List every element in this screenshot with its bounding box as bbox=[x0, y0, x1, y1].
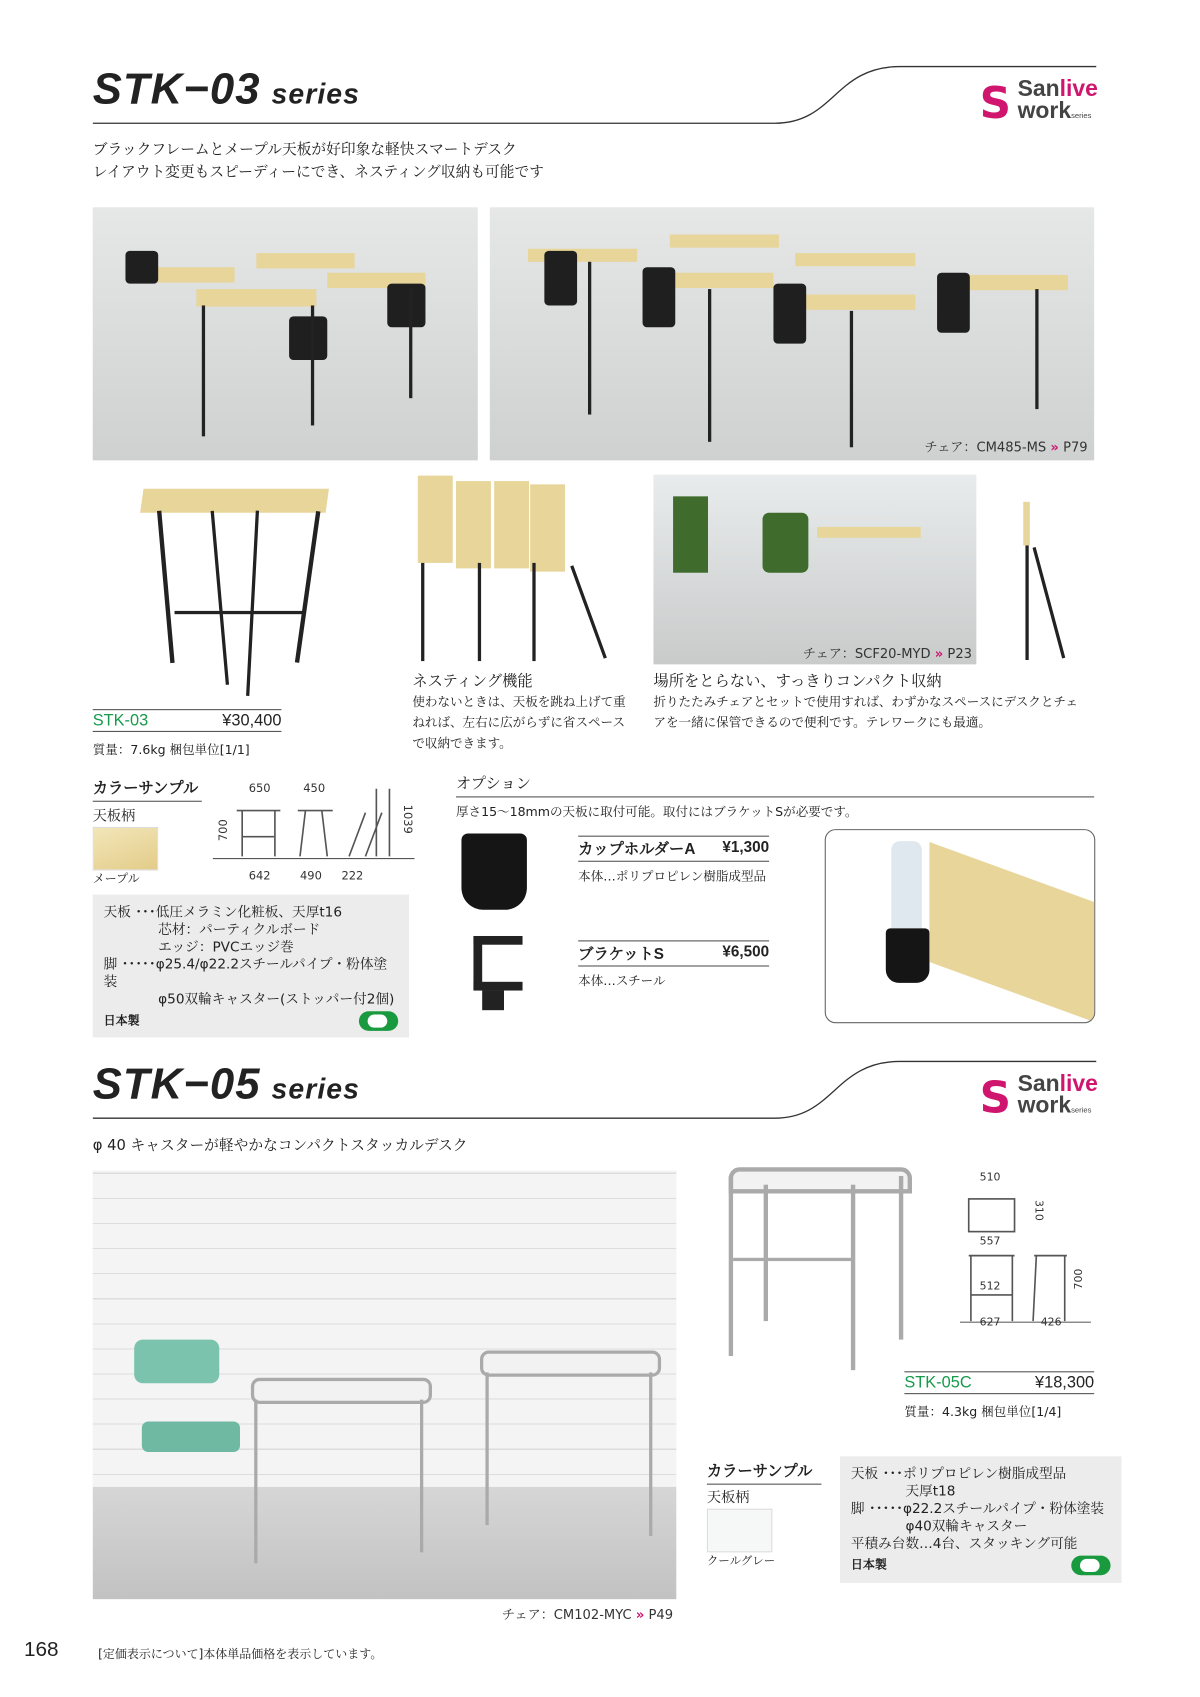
stk05-swatch[interactable] bbox=[707, 1509, 772, 1553]
stk05-title: STK−05 series bbox=[92, 1060, 361, 1109]
stk03-dimension-drawing: 650 450 700 1039 642 490 222 bbox=[217, 782, 414, 883]
option-bracket: ブラケットS ¥6,500 bbox=[578, 940, 769, 966]
cup-holder-image bbox=[461, 833, 526, 909]
green-mark-icon bbox=[359, 1011, 398, 1031]
compact-feature: 場所をとらない、すっきりコンパクト収納 折りたたみチェアとセットで使用すれば、わずかなスペースにデスクとチェアを一緒に保管できるので便利です。テレワークにも最適。 bbox=[653, 673, 1079, 730]
stk03-product-meta: 質量：7.6kg 梱包単位[1/1] bbox=[92, 741, 250, 758]
stk03-photo-caption: チェア：CM485-MS » P79 bbox=[924, 439, 1088, 455]
stk05-product-meta: 質量：4.3kg 梱包単位[1/4] bbox=[904, 1403, 1062, 1420]
stk05-photo bbox=[93, 1171, 677, 1600]
stk05-swatch-label: クールグレー bbox=[706, 1554, 776, 1568]
nesting-feature: ネスティング機能 使わないときは、天板を跳ね上げて重ねれば、左右に広がらずに省スペースで収納できます。 bbox=[412, 673, 626, 751]
compact-photo-caption: チェア：SCF20-MYD » P23 bbox=[802, 645, 972, 662]
option-cup-holder: カップホルダーA ¥1,300 bbox=[578, 836, 769, 862]
stk05-product-row: STK-05C ¥18,300 bbox=[904, 1371, 1094, 1394]
stk03-product-row: STK-03 ¥30,400 bbox=[93, 709, 282, 732]
sanlive-s-icon: S bbox=[979, 77, 1012, 129]
sanlive-s-icon: S bbox=[979, 1072, 1012, 1124]
stk03-photo-1 bbox=[93, 207, 478, 460]
option-heading: オプション bbox=[456, 772, 1094, 797]
folded-desk-image bbox=[1004, 502, 1091, 666]
made-in-japan: 日本製 bbox=[103, 1013, 140, 1028]
stk03-product-image bbox=[131, 480, 349, 698]
stk03-lead: ブラックフレームとメープル天板が好印象な軽快スマートデスク レイアウト変更もスピーディーにでき、ネスティング収納も可能です bbox=[92, 140, 544, 182]
stk03-color-label: 天板柄 bbox=[92, 808, 136, 825]
page-number: 168 bbox=[23, 1638, 59, 1662]
stk03-title: STK−03 series bbox=[92, 65, 361, 114]
green-mark-icon bbox=[1071, 1556, 1110, 1576]
header-curve-line bbox=[93, 1058, 1098, 1124]
stk03-spec-box: 天板 ･･･低圧メラミン化粧板、天厚t16 芯材：パーティクルボード エッジ：PVCエッジ巻 脚 ･････φ25.4/φ22.2スチールパイプ・粉体塗装 φ50双輪キャスター(ストッパー付2個) 日本製 bbox=[93, 895, 409, 1038]
stk03-swatch[interactable] bbox=[93, 827, 158, 871]
stk05-lead: φ 40 キャスターが軽やかなコンパクトスタッカルデスク bbox=[92, 1136, 468, 1155]
sanlive-logo: S Sanlive workseries bbox=[979, 1071, 1098, 1124]
made-in-japan: 日本製 bbox=[850, 1557, 887, 1572]
stk03-swatch-label: メープル bbox=[92, 871, 140, 886]
option-bracket-material: 本体…スチール bbox=[578, 973, 666, 989]
stk05-dimension-drawing: 510 310 557 512 700 627 426 bbox=[960, 1169, 1096, 1333]
option-note: 厚さ15〜18mmの天板に取付可能。取付にはブラケットSが必要です。 bbox=[455, 803, 858, 820]
compact-photo bbox=[653, 475, 976, 665]
sanlive-logo: S Sanlive workseries bbox=[979, 76, 1098, 129]
stk03-photo-2 bbox=[490, 207, 1094, 460]
bracket-image bbox=[463, 936, 528, 1012]
stk05-product-image bbox=[720, 1165, 911, 1372]
stk05-color-heading: カラーサンプル bbox=[707, 1460, 822, 1485]
option-cup-material: 本体…ポリプロピレン樹脂成型品 bbox=[578, 868, 767, 884]
footer-note: [定価表示について]本体単品価格を表示しています。 bbox=[98, 1647, 383, 1662]
header-curve-line bbox=[93, 63, 1098, 129]
stk05-photo-caption: チェア：CM102-MYC » P49 bbox=[501, 1606, 674, 1623]
stk05-spec-box: 天板 ･･･ポリプロピレン樹脂成型品 天厚t18 脚 ･････φ22.2スチールパイプ・粉体塗装 φ40双輪キャスター 平積み台数…4台、スタッキング可能 日本製 bbox=[840, 1456, 1121, 1583]
option-usage-photo bbox=[825, 829, 1096, 1023]
nesting-image bbox=[412, 476, 630, 664]
stk03-color-heading: カラーサンプル bbox=[93, 777, 202, 802]
stk05-color-label: 天板柄 bbox=[706, 1490, 750, 1507]
